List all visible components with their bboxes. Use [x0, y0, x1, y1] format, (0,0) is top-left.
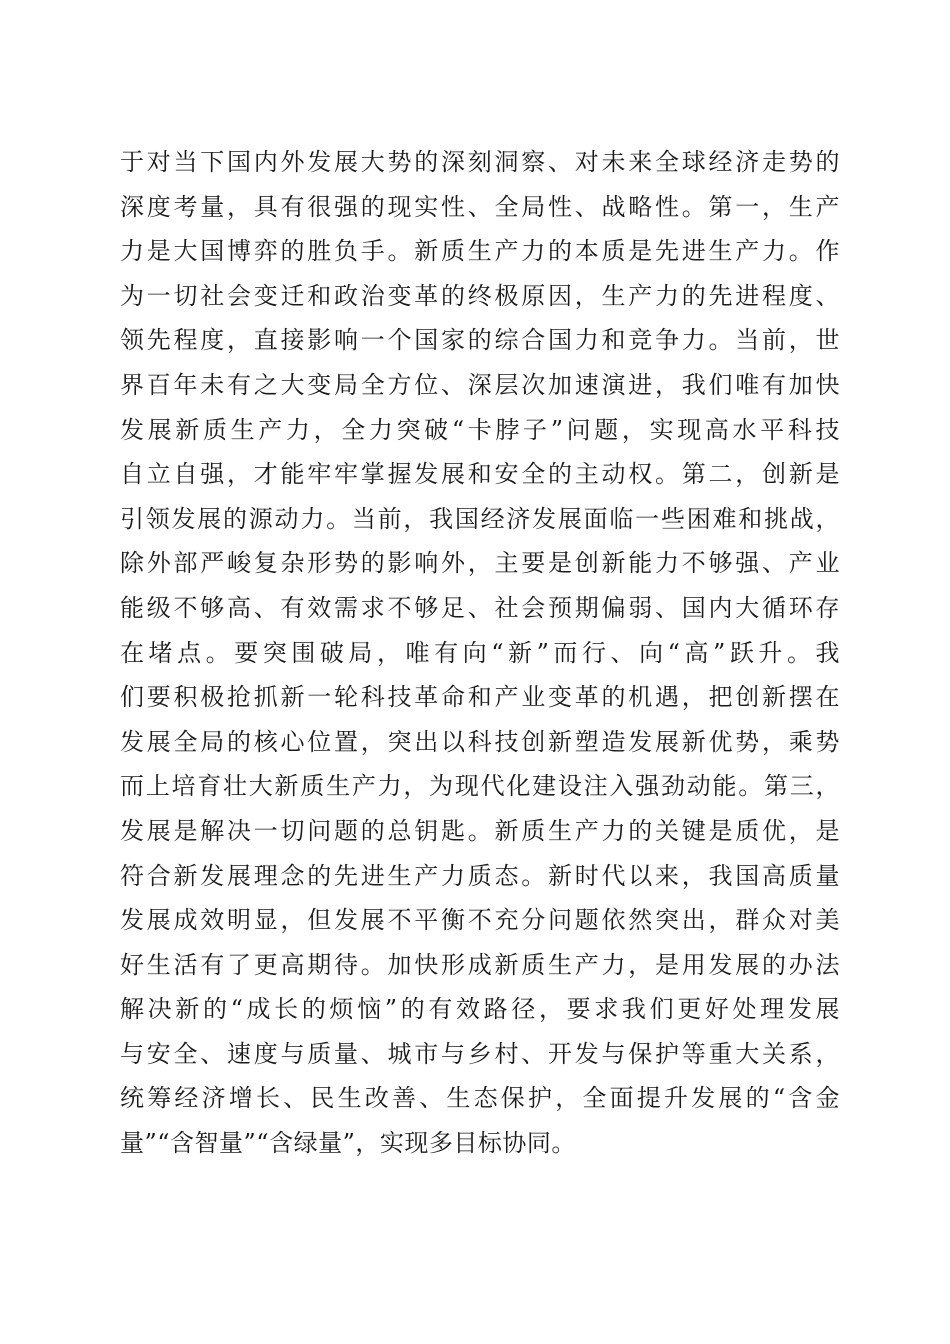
text-line: 力是大国博弈的胜负手。新质生产力的本质是先进生产力。作: [120, 237, 840, 266]
text-line: 发展新质生产力，全力突破“卡脖子”问题，实现高水平科技: [120, 415, 840, 444]
text-line: 量”“含智量”“含绿量”，实现多目标协同。: [120, 1129, 576, 1158]
text-line: 深度考量，具有很强的现实性、全局性、战略性。第一，生产: [120, 192, 840, 221]
text-line: 符合新发展理念的先进生产力质态。新时代以来，我国高质量: [120, 861, 840, 890]
text-line: 能级不够高、有效需求不够足、社会预期偏弱、国内大循环存: [120, 593, 840, 622]
text-line: 们要积极抢抓新一轮科技革命和产业变革的机遇，把创新摆在: [120, 683, 840, 712]
text-line: 自立自强，才能牢牢掌握发展和安全的主动权。第二，创新是: [120, 460, 840, 489]
text-line: 发展成效明显，但发展不平衡不充分问题依然突出，群众对美: [120, 906, 840, 935]
text-line: 除外部严峻复杂形势的影响外，主要是创新能力不够强、产业: [120, 549, 840, 578]
text-line: 发展是解决一切问题的总钥匙。新质生产力的关键是质优，是: [120, 816, 840, 845]
text-line: 领先程度，直接影响一个国家的综合国力和竞争力。当前，世: [120, 326, 840, 355]
text-line: 引领发展的源动力。当前，我国经济发展面临一些困难和挑战，: [120, 504, 840, 533]
text-line: 在堵点。要突围破局，唯有向“新”而行、向“高”跃升。我: [120, 638, 840, 667]
text-line: 为一切社会变迁和政治变革的终极原因，生产力的先进程度、: [120, 281, 840, 310]
text-line: 界百年未有之大变局全方位、深层次加速演进，我们唯有加快: [120, 370, 840, 399]
text-line: 于对当下国内外发展大势的深刻洞察、对未来全球经济走势的: [120, 148, 840, 176]
body-paragraph: [120, 140, 840, 1166]
text-line: 解决新的“成长的烦恼”的有效路径，要求我们更好处理发展: [120, 995, 840, 1024]
text-line: 发展全局的核心位置，突出以科技创新塑造发展新优势，乘势: [120, 727, 840, 756]
text-line: 统筹经济增长、民生改善、生态保护，全面提升发展的“含金: [120, 1084, 840, 1113]
text-line: 好生活有了更高期待。加快形成新质生产力，是用发展的办法: [120, 950, 840, 979]
text-line: 与安全、速度与质量、城市与乡村、开发与保护等重大关系，: [120, 1039, 840, 1068]
text-line: 而上培育壮大新质生产力，为现代化建设注入强劲动能。第三，: [120, 772, 840, 801]
